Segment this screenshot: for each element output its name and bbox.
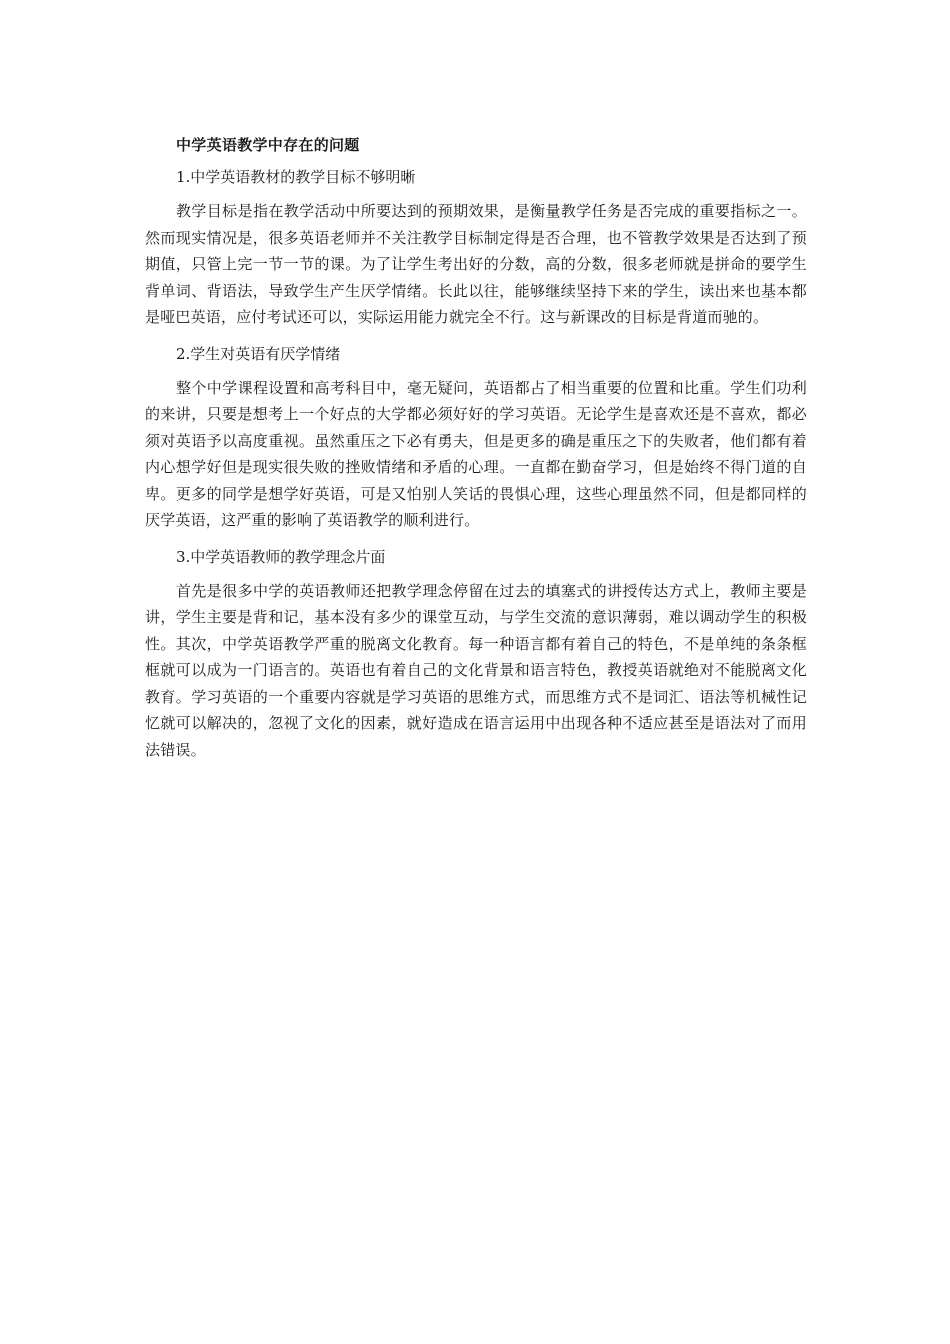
section-paragraph-3: 首先是很多中学的英语教师还把教学理念停留在过去的填塞式的讲授传达方式上，教师主要是讲，学生主要是背和记，基本没有多少的课堂互动，与学生交流的意识薄弱，难以调动学生的积极性。其次，中学英语教学严重的脱离文化教育。每一种语言都有着自己的特色，不是单纯的条条框框就可以成为一门语言的。英语也有着自己的文化背景和语言特色，教授英语就绝对不能脱离文化教育。学习英语的一个重要内容就是学习英语的思维方式，而思维方式不是词汇、语法等机械性记忆就可以解决的，忽视了文化的因素，就好造成在语言运用中出现各种不适应甚至是语法对了而用法错误。 [145,581,807,759]
section-heading-3: 3.中学英语教师的教学理念片面 [176,547,386,566]
section-heading-2: 2.学生对英语有厌学情绪 [176,344,341,363]
document-title: 中学英语教学中存在的问题 [176,136,360,154]
section-heading-1: 1.中学英语教材的教学目标不够明晰 [176,168,416,186]
section-paragraph-1: 教学目标是指在教学活动中所要达到的预期效果，是衡量教学任务是否完成的重要指标之一。然而现实情况是，很多英语老师并不关注教学目标制定得是否合理，也不管教学效果是否达到了预期值，只管上完一节一节的课。为了让学生考出好的分数，高的分数，很多老师就是拼命的要学生背单词、背语法，导致学生产生厌学情绪。长此以往，能够继续坚持下来的学生，读出来也基本都是哑巴英语，应付考试还可以，实际运用能力就完全不行。这与新课改的目标是背道而驰的。 [145,202,807,326]
document-body [145,134,807,775]
section-paragraph-2: 整个中学课程设置和高考科目中，毫无疑问，英语都占了相当重要的位置和比重。学生们功利的来讲，只要是想考上一个好点的大学都必须好好的学习英语。无论学生是喜欢还是不喜欢，都必须对英语予以高度重视。虽然重压之下必有勇夫，但是更多的确是重压之下的失败者，他们都有着内心想学好但是现实很失败的挫败情绪和矛盾的心理。一直都在勤奋学习，但是始终不得门道的自卑。更多的同学是想学好英语，可是又怕别人笑话的畏惧心理，这些心理虽然不同，但是都同样的厌学英语，这严重的影响了英语教学的顺利进行。 [145,378,807,529]
